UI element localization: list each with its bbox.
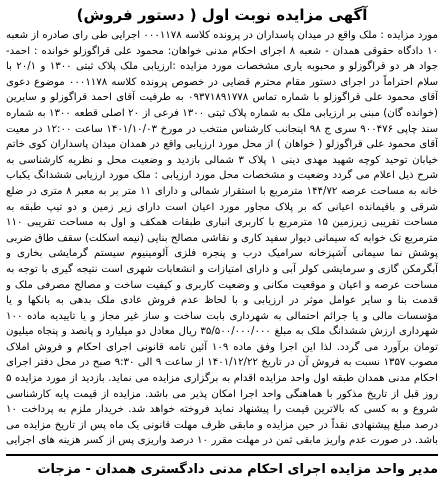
- notice-body: مورد مزایده : ملک واقع در میدان پاسداران در پرونده کلاسه ۰۰۰۱۱۷۸ اجرایی طی رای صادره از شعبه ۱۰ دادگاه حقوقی همدان - شعبه ۸ اجرای احکام مدنی خواهان: محمود علی قراگوزلو خوانده : احمد-جواد هر دو قراگوزلو و محبوبه یاری مشخصات مورد مزایده :ارزیابی ملک پلاک ثبتی ۱۳۰۰ و ۲۰/۱ با سلام احتراماً در اجرای دستور مقام محترم قضایی در خصوص پرونده کلاسه ۰۰۰۱۱۷۸ موضوع دعوی آقای محمود علی قراگوزلو با شماره تماس ۰۹۳۷۱۸۹۱۷۷۸ به طرفیت آقای احمد قراگوزلو و سایرین (خوانده گان) مبنی بر ارزیابی ملک به شماره پلاک ثبتی ۱۳۰۰ فرعی از ۲۰ اصلی قطعه ۱۳۰۰ به شماره سند چاپی ۹۰۰۴۷۶ سری ج ۹۸ اینجانب کارشناس منتخب در مورخ ۱۴۰۱/۱۰/۰۳ ساعت ۱۲:۰۰ در معیت آقای محمود علی قراگوزلو ( خواهان ) از محل مورد ارزیابی واقع در همدان میدان پاسداران کوی خاتم خیابان توحید کوچه شهید مهدی دینی ۱ پلاک ۳ شمالی بازدید و وضعیت محل و نظریه کارشناسی به شرح ذیل اعلام می گردد وضعیت و مشخصات محل مورد ارزیابی : ملک مورد ارزیابی ششدانگ یکباب خانه به مساحت عرصه ۱۴۴/۷۲ مترمربع با استقرار شمالی و دارای ۱۱ متر بر به معبر ۸ متری در ضلع شرقی و باقیمانده اعیانی که بر پلاک مجاور مورد اعیان است دارای زیر زمین و دو تیپ طبقه به مساحت تقریبی زیرزمین ۱۵ مترمربع با کاربری انباری طبقات همکف و اول به مساحت تقریبی ۱۱۰ مترمربع تک خوابه که سیمانی دیوار سفید کاری و نقاشی مصالح بنایی (نیمه اسکلت) سقف طاق ضربی پوشش نما سیمانی آشپزخانه سرامیک درب و پنجره فلزی آلومینیوم سیستم گرمایشی بخاری و آبگرمکن گازی و سرمایشی کولر آبی و دارای امتیازات و انشعابات شهری است نتیجه گیری با توجه به مساحت عرصه و اعیان و موقعیت مکانی و وضعیت کاربری و کیفیت ساخت و مصالح مصرفی ملک و قدمت بنا و سایر عوامل موثر در ارزیابی و با لحاظ عدم فروش عادی ملک بدهی به بانکها و یا مؤسسات مالی و یا جرائم احتمالی به شهرداری بابت ساخت و ساز غیر مجاز و یا تاییدیه ماده ۱۰۰ شهرداری ارزش ششدانگ ملک به مبلغ ۳۵/۵۰۰/۰۰۰/۰۰۰ ریال معادل دو میلیارد و پانصد و پنجاه میلیون تومان برآورد می گردد. لذا این اجرا وفق ماده ۱۰۹ آئین نامه قانونی اجرای احکام و فروش املاک مصوب ۱۳۵۷ نسبت به فروش آن در تاریخ ۱۴۰۱/۱۲/۲۲ از ساعت ۹ الی ۹:۳۰ صبح در محل دفتر اجرای احکام مدنی همدان طبقه اول واحد مزایده اقدام به برگزاری مزایده می نماید. بازدید از مورد مزایده ۵ روز قبل از تاریخ مذکور با هماهنگی واحد اجرا امکان پذیر می باشد. مزایده از قیمت پایه کارشناسی شروع و به کسی که بالاترین قیمت را پیشنهاد نماید فروخته خواهد شد. خریدار ملزم به پرداخت ۱۰ درصد مبلغ پیشنهادی نقداً در حین مزایده و مابقی ظرف مهلت قانونی یک ماه پس از تاریخ مزایده می باشد. در صورت عدم واریز مابقی ثمن در مهلت مقرر ۱۰ درصد واریزی پس از کسر هزینه های اجرایی: [6, 30, 438, 447]
- notice-signature: مدیر واحد مزایده اجرای احکام مدنی دادگستری همدان - مزجات: [37, 462, 438, 477]
- footer-divider: [6, 454, 438, 456]
- notice-title: آگهی مزایده نوبت اول ( دستور فروش): [76, 6, 368, 24]
